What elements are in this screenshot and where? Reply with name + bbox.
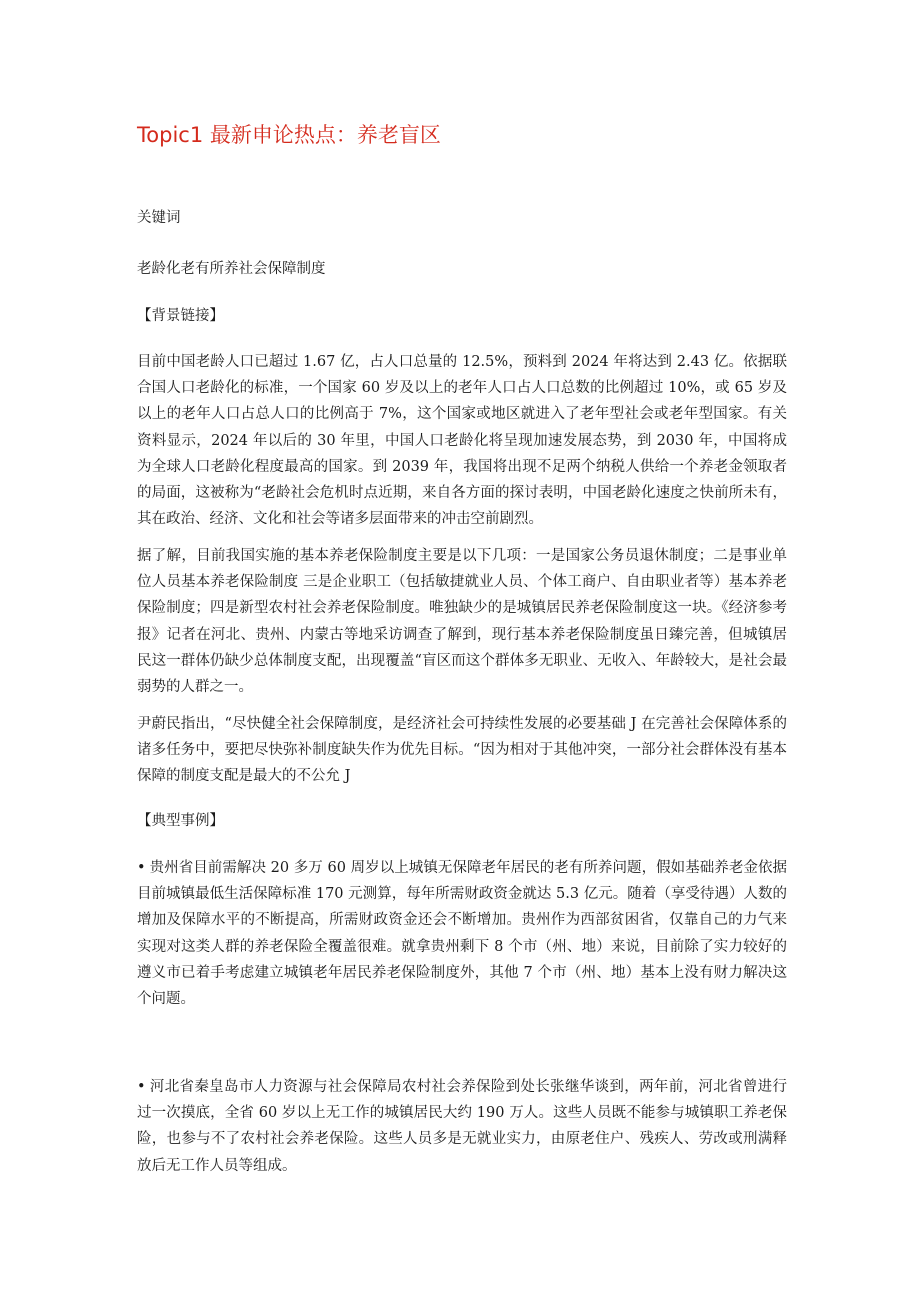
background-paragraph-1: 目前中国老龄人口已超过 1.67 亿，占人口总量的 12.5%，预料到 2024 年将达到 2.43 亿。依据联合国人口老龄化的标准，一个国家 60 岁及以上的老年人口占人口总数的比例超过 10%，或 65 岁及以上的老年人口占总人口的比例高于 7%，这个国家或地区就进入了老年型社会或老年型国家。有关资料显示，2024 年以后的 30 年里，中国人口老龄化将呈现加速发展态势，到 2030 年，中国将成为全球人口老龄化程度最高的国家。到 2039 年，我国将出现不足两个纳税人供给一个养老金领取者的局面，这被称为“老龄社会危机时点近期，来自各方面的探讨表明，中国老龄化速度之快前所未有，其在政治、经济、文化和社会等诸多层面带来的冲击空前剧烈。	[137, 354, 787, 528]
case-item-1	[137, 855, 787, 1012]
background-heading: 【背景链接】	[137, 308, 224, 324]
bullet-icon: •	[137, 1079, 146, 1095]
case-item-1-text: 贵州省目前需解决 20 多万 60 周岁以上城镇无保障老年居民的老有所养问题，假如基础养老金依据目前城镇最低生活保障标准 170 元测算，每年所需财政资金就达 5.3 亿元。随着（享受待遇）人数的增加及保障水平的不断提高，所需财政资金还会不断增加。贵州作为西部贫困省，仅靠自己的力气来实现对这类人群的养老保险全覆盖很难。就拿贵州剩下 8 个市（州、地）来说，目前除了实力较好的遵义市已着手考虑建立城镇老年居民养老保险制度外，其他 7 个市（州、地）基本上没有财力解决这个问题。	[137, 860, 787, 1008]
background-paragraph-3: 尹蔚民指出，“尽快健全社会保障制度，是经济社会可持续性发展的必要基础 J 在完善社会保障体系的诸多任务中，要把尽快弥补制度缺失作为优先目标。“因为相对于其他冲突，一部分社会群体没有基本保障的制度支配是最大的不公允 J	[137, 716, 787, 785]
keywords-label: 关键词	[137, 210, 181, 226]
case-item-2	[137, 1074, 787, 1179]
document-title: Topic1 最新申论热点：养老盲区	[137, 123, 441, 147]
background-paragraph-2: 据了解，目前我国实施的基本养老保险制度主要是以下几项：一是国家公务员退休制度；二是事业单位人员基本养老保险制度 三是企业职工（包括敏捷就业人员、个体工商户、自由职业者等）基本养老保险制度；四是新型农村社会养老保险制度。唯独缺少的是城镇居民养老保险制度这一块。《经济参考报》记者在河北、贵州、内蒙古等地采访调查了解到，现行基本养老保险制度虽日臻完善，但城镇居民这一群体仍缺少总体制度支配，出现覆盖“盲区而这个群体多无职业、无收入、年龄较大，是社会最弱势的人群之一。	[137, 548, 787, 696]
cases-heading: 【典型事例】	[137, 813, 224, 829]
bullet-icon: •	[137, 860, 146, 876]
case-item-2-text: 河北省秦皇岛市人力资源与社会保障局农村社会养保险到处长张继华谈到，两年前，河北省曾进行过一次摸底，全省 60 岁以上无工作的城镇居民大约 190 万人。这些人员既不能参与城镇职工养老保险，也参与不了农村社会养老保险。这些人员多是无就业实力，由原老住户、残疾人、劳改或刑满释放后无工作人员等组成。	[137, 1079, 787, 1174]
keywords-terms: 老龄化老有所养社会保障制度	[137, 261, 326, 277]
